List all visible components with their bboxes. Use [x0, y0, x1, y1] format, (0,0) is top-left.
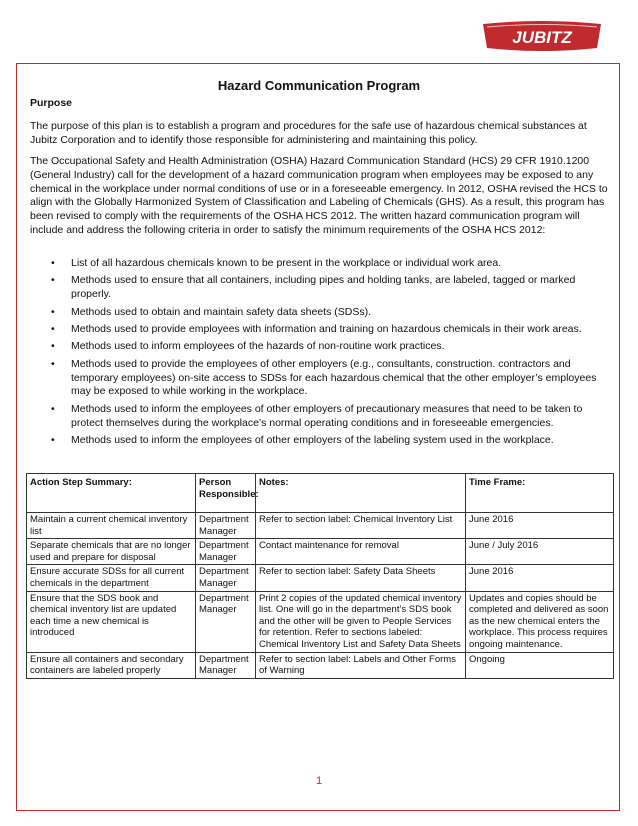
action-steps-table: [26, 473, 614, 679]
table-row: [27, 539, 614, 565]
list-item: [48, 434, 603, 448]
header-person-responsible: Person Responsible:: [196, 474, 256, 513]
bullet-icon: •: [51, 433, 55, 446]
table-row: [27, 565, 614, 591]
table-cell: Print 2 copies of the updated chemical inventory list. One will go in the department’s SDS book and the other will be given to People Services for retention. Refer to sections labeled: Chemical Inventory List and Safety Data Sheets: [256, 591, 466, 652]
header-action-step: Action Step Summary:: [27, 474, 196, 513]
bullet-icon: •: [51, 340, 55, 353]
table-cell: Department Manager: [196, 652, 256, 678]
table-cell: Ensure accurate SDSs for all current chemicals in the department: [27, 565, 196, 591]
table-cell: Department Manager: [196, 591, 256, 652]
bullet-icon: •: [51, 357, 55, 370]
page-number: 1: [315, 775, 323, 787]
table-cell: Refer to section label: Labels and Other Forms of Warning: [256, 652, 466, 678]
header-time-frame: Time Frame:: [466, 474, 614, 513]
list-item-text: Methods used to provide employees with information and training on hazardous chemicals in their work areas.: [71, 322, 582, 335]
table-row: [27, 652, 614, 678]
table-cell: Department Manager: [196, 565, 256, 591]
list-item: [48, 274, 603, 302]
list-item: [48, 257, 603, 271]
table-cell: Refer to section label: Safety Data Sheets: [256, 565, 466, 591]
list-item-text: Methods used to ensure that all containers, including pipes and holding tanks, are labeled, tagged or marked properly.: [71, 274, 576, 301]
table-cell: Separate chemicals that are no longer used and prepare for disposal: [27, 539, 196, 565]
table-cell: Department Manager: [196, 539, 256, 565]
purpose-paragraph: The purpose of this plan is to establish a program and procedures for the safe use of hazardous chemical substances at Jubitz Corporation and to identify those responsible for administering and maintaining this policy.: [30, 120, 587, 146]
table-row: [27, 513, 614, 539]
bullet-icon: •: [51, 322, 55, 335]
list-item-text: Methods used to inform the employees of other employers of precautionary measures that need to be taken to protect themselves during the workplace’s normal operating conditions and in foreseeable emergencies.: [71, 402, 583, 429]
table-cell: Ensure that the SDS book and chemical inventory list are updated each time a new chemical is introduced: [27, 591, 196, 652]
table-cell: Ensure all containers and secondary containers are labeled properly: [27, 652, 196, 678]
criteria-list: [48, 257, 603, 451]
table-cell: Maintain a current chemical inventory list: [27, 513, 196, 539]
list-item: [48, 403, 603, 431]
table-cell: Updates and copies should be completed and delivered as soon as the new chemical enters the workplace. This process requires ongoing maintenance.: [466, 591, 614, 652]
list-item: [48, 306, 603, 320]
list-item: [48, 323, 603, 337]
table-cell: Ongoing: [466, 652, 614, 678]
list-item-text: Methods used to obtain and maintain safety data sheets (SDSs).: [71, 305, 372, 318]
table-header-row: [27, 474, 614, 513]
list-item-text: Methods used to provide the employees of other employers (e.g., consultants, construction. contractors and temporary employees) on-site access to SDSs for each hazardous chemical that the other employer’s employees may be exposed to while working in the workplace.: [71, 357, 597, 398]
document-title: Hazard Communication Program: [217, 78, 421, 93]
logo-text: JUBITZ: [512, 28, 572, 47]
list-item-text: Methods used to inform employees of the hazards of non-routine work practices.: [71, 340, 445, 353]
list-item-text: List of all hazardous chemicals known to be present in the workplace or individual work area.: [71, 257, 502, 269]
table-cell: June 2016: [466, 513, 614, 539]
table-cell: June 2016: [466, 565, 614, 591]
osha-paragraph: The Occupational Safety and Health Administration (OSHA) Hazard Communication Standard (HCS) 29 CFR 1910.1200 (General Industry) call for the development of a hazard communication program when employees may be exposed to any chemical in the workplace under normal conditions of use or in a foreseeable emergency. In 2012, OSHA revised the HCS to align with the Globally Harmonized System of Classification and Labeling of Chemicals (GHS). As a result, this program has been revised to comply with the requirements of the OSHA HCS 2012. The written hazard communication program will include and address the following criteria in order to satisfy the minimum requirements of the OSHA HCS 2012:: [30, 155, 608, 236]
header-notes: Notes:: [256, 474, 466, 513]
bullet-icon: •: [51, 402, 55, 415]
bullet-icon: •: [51, 305, 55, 318]
list-item: [48, 358, 603, 399]
table-cell: Refer to section label: Chemical Inventory List: [256, 513, 466, 539]
jubitz-logo: [477, 18, 607, 54]
table-cell: Contact maintenance for removal: [256, 539, 466, 565]
table-cell: June / July 2016: [466, 539, 614, 565]
bullet-icon: •: [51, 274, 55, 287]
list-item-text: Methods used to inform the employees of other employers of the labeling system used in the workplace.: [71, 433, 554, 446]
bullet-icon: •: [51, 257, 55, 269]
list-item: [48, 340, 603, 354]
table-cell: Department Manager: [196, 513, 256, 539]
table-row: [27, 591, 614, 652]
purpose-heading: Purpose: [30, 97, 73, 109]
